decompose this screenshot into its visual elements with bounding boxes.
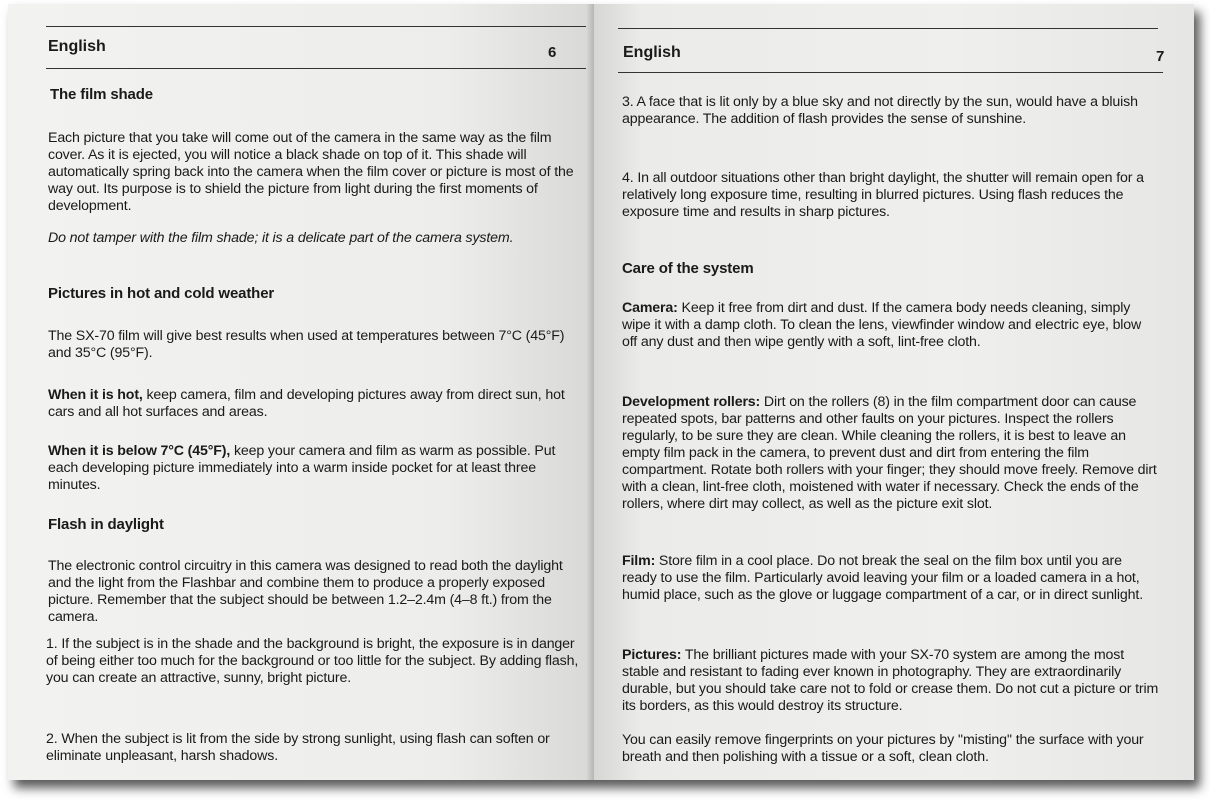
paragraph-cold: [48, 443, 578, 494]
lead-camera: Camera:: [622, 300, 678, 316]
text-cold: keep your camera and film as warm as possible. Put each developing picture immediately into a warm inside pocket for at least three minutes.: [48, 443, 556, 493]
text-film: Store film in a cool place. Do not break the seal on the film box until you are ready to use the film. Particularly avoid leaving your film or a loaded camera in a hot, humid place, such as the glove or luggage compartment of a car, or in direct sunlight.: [622, 553, 1144, 603]
lead-film: Film:: [622, 553, 656, 569]
lead-pictures: Pictures:: [622, 647, 682, 663]
lead-hot: When it is hot,: [48, 387, 143, 403]
paragraph-weather: The SX-70 film will give best results when used at temperatures between 7°C (45°F) and 35°C (95°F).: [48, 328, 565, 361]
note-film-shade: Do not tamper with the film shade; it is a delicate part of the camera system.: [48, 230, 514, 246]
booklet-spread: [8, 4, 1194, 780]
list-item-flash-2: 2. When the subject is lit from the side by strong sunlight, using flash can soften or eliminate unpleasant, harsh shadows.: [46, 731, 550, 764]
section-heading-film-shade: The film shade: [50, 86, 153, 103]
paragraph-pictures: [622, 647, 1162, 715]
header-rule: [46, 68, 586, 69]
section-heading-weather: Pictures in hot and cold weather: [48, 285, 275, 302]
page-number: 6: [548, 44, 557, 61]
paragraph-film-shade: Each picture that you take will come out of the camera in the same way as the film cover. As it is ejected, you will notice a black shade on top of it. This shade will automatically spring back into the camera when the film cover or picture is most of the way out. Its purpose is to shield the picture from light during the first moments of development.: [48, 130, 574, 214]
paragraph-flash: The electronic control circuitry in this camera was designed to read both the daylight and the light from the Flashbar and combine them to produce a properly exposed picture. Remember that the subject should be between 1.2–2.4m (4–8 ft.) from the camera.: [48, 558, 563, 625]
right-page: [594, 4, 1194, 780]
list-item-flash-4: 4. In all outdoor situations other than bright daylight, the shutter will remain open for a relatively long exposure time, resulting in blurred pictures. Using flash reduces the exposure time and results in sharp pictures.: [622, 170, 1144, 220]
paragraph-fingerprints: You can easily remove fingerprints on your pictures by ''misting'' the surface with your breath and then polishing with a tissue or a soft, clean cloth.: [622, 732, 1144, 765]
list-item-flash-1: 1. If the subject is in the shade and the background is bright, the exposure is in danger of being either too much for the background or too little for the subject. By adding flash, you can create an attractive, sunny, bright picture.: [46, 636, 579, 686]
page-header-language: English: [623, 44, 681, 61]
paragraph-camera: [622, 300, 1152, 351]
paragraph-hot: [48, 387, 578, 421]
lead-rollers: Development rollers:: [622, 394, 761, 410]
page-header-language: English: [48, 38, 106, 55]
page-number: 7: [1156, 48, 1165, 65]
list-item-flash-3: 3. A face that is lit only by a blue sky and not directly by the sun, would have a bluish appearance. The addition of flash provides the sense of sunshine.: [622, 94, 1138, 127]
paragraph-film-storage: [622, 553, 1157, 604]
text-rollers: Dirt on the rollers (8) in the film compartment door can cause repeated spots, bar patterns and other faults on your pictures. Inspect the rollers regularly, to be sure they are clean. While cleaning the rollers, it is best to leave an empty film pack in the camera, to prevent dust and dirt from entering the film compartment. Rotate both rollers with your finger; they should move freely. Remove dirt with a clean, lint-free cloth, moistened with water if necessary. Check the ends of the rollers, where dirt may collect, as well as the picture exit slot.: [622, 394, 1157, 512]
text-camera: Keep it free from dirt and dust. If the camera body needs cleaning, simply wipe it with a damp cloth. To clean the lens, viewfinder window and electric eye, blow off any dust and then wipe gently with a soft, lint-free cloth.: [622, 300, 1142, 350]
text-pictures: The brilliant pictures made with your SX-70 system are among the most stable and resistant to fading ever known in photography. They are extraordinarily durable, but you should take care not to fold or crease them. Do not cut a picture or trim its borders, as this would destroy its structure.: [622, 647, 1159, 714]
paragraph-rollers: [622, 394, 1157, 513]
text-hot: keep camera, film and developing pictures away from direct sun, hot cars and all hot surfaces and areas.: [48, 387, 565, 420]
top-rule: [618, 28, 1158, 29]
header-rule: [618, 72, 1163, 73]
top-rule: [46, 26, 586, 27]
left-page: [8, 4, 594, 780]
section-heading-care: Care of the system: [622, 260, 754, 277]
section-heading-flash: Flash in daylight: [48, 516, 164, 533]
lead-cold: When it is below 7°C (45°F),: [48, 443, 231, 459]
